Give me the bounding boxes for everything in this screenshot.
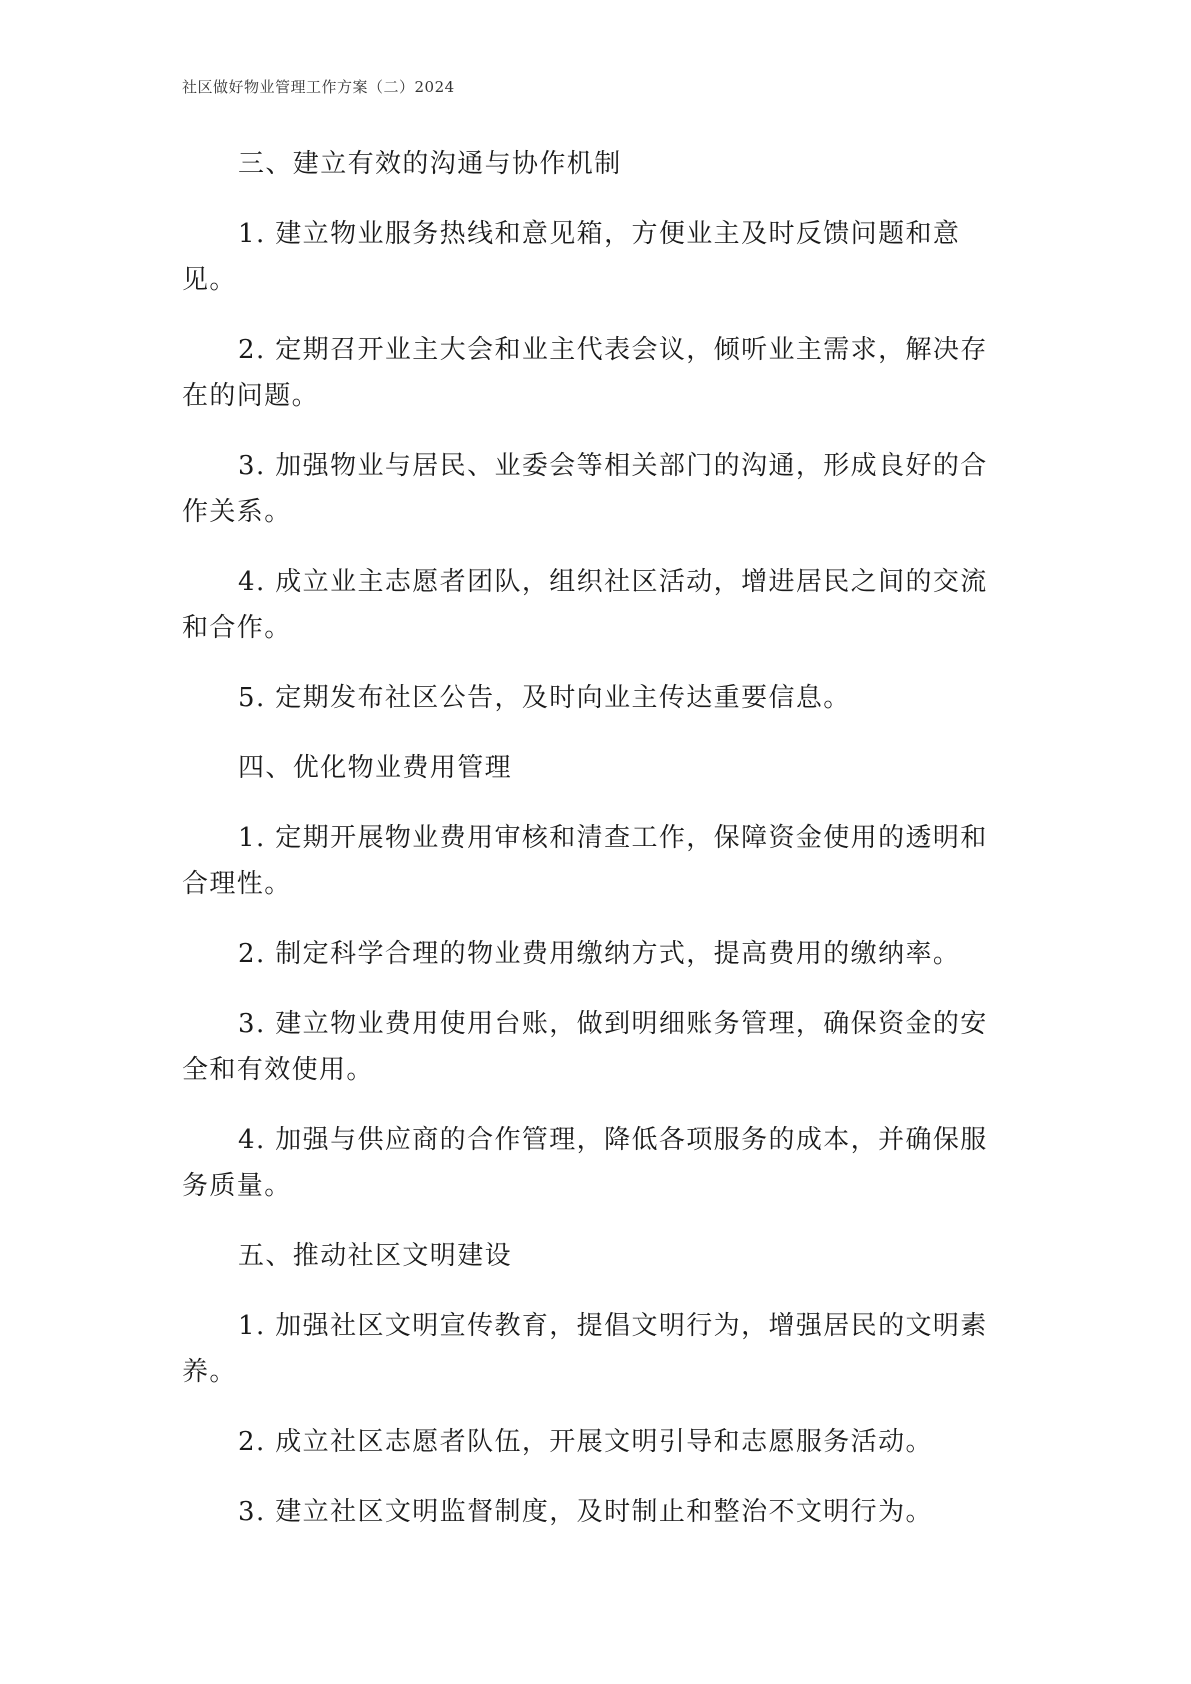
page-header: 社区做好物业管理工作方案（二）2024 (182, 78, 455, 96)
paragraph: 3. 建立物业费用使用台账，做到明细账务管理，确保资金的安全和有效使用。 (182, 1009, 988, 1085)
paragraph: 2. 成立社区志愿者队伍，开展文明引导和志愿服务活动。 (238, 1427, 933, 1457)
section-heading-5: 五、推动社区文明建设 (238, 1241, 513, 1271)
paragraph: 2. 制定科学合理的物业费用缴纳方式，提高费用的缴纳率。 (238, 939, 961, 969)
paragraph: 4. 加强与供应商的合作管理，降低各项服务的成本，并确保服务质量。 (182, 1125, 988, 1201)
paragraph: 1. 建立物业服务热线和意见箱，方便业主及时反馈问题和意见。 (182, 219, 961, 295)
document-body (182, 141, 1006, 1559)
section-heading-3: 三、建立有效的沟通与协作机制 (238, 149, 622, 179)
paragraph: 4. 成立业主志愿者团队，组织社区活动，增进居民之间的交流和合作。 (182, 567, 988, 643)
paragraph: 5. 定期发布社区公告，及时向业主传达重要信息。 (238, 683, 851, 713)
paragraph: 1. 定期开展物业费用审核和清查工作，保障资金使用的透明和合理性。 (182, 823, 988, 899)
paragraph: 3. 建立社区文明监督制度，及时制止和整治不文明行为。 (238, 1497, 933, 1527)
paragraph: 1. 加强社区文明宣传教育，提倡文明行为，增强居民的文明素养。 (182, 1311, 988, 1387)
paragraph: 2. 定期召开业主大会和业主代表会议，倾听业主需求，解决存在的问题。 (182, 335, 988, 411)
paragraph: 3. 加强物业与居民、业委会等相关部门的沟通，形成良好的合作关系。 (182, 451, 988, 527)
section-heading-4: 四、优化物业费用管理 (238, 753, 513, 783)
